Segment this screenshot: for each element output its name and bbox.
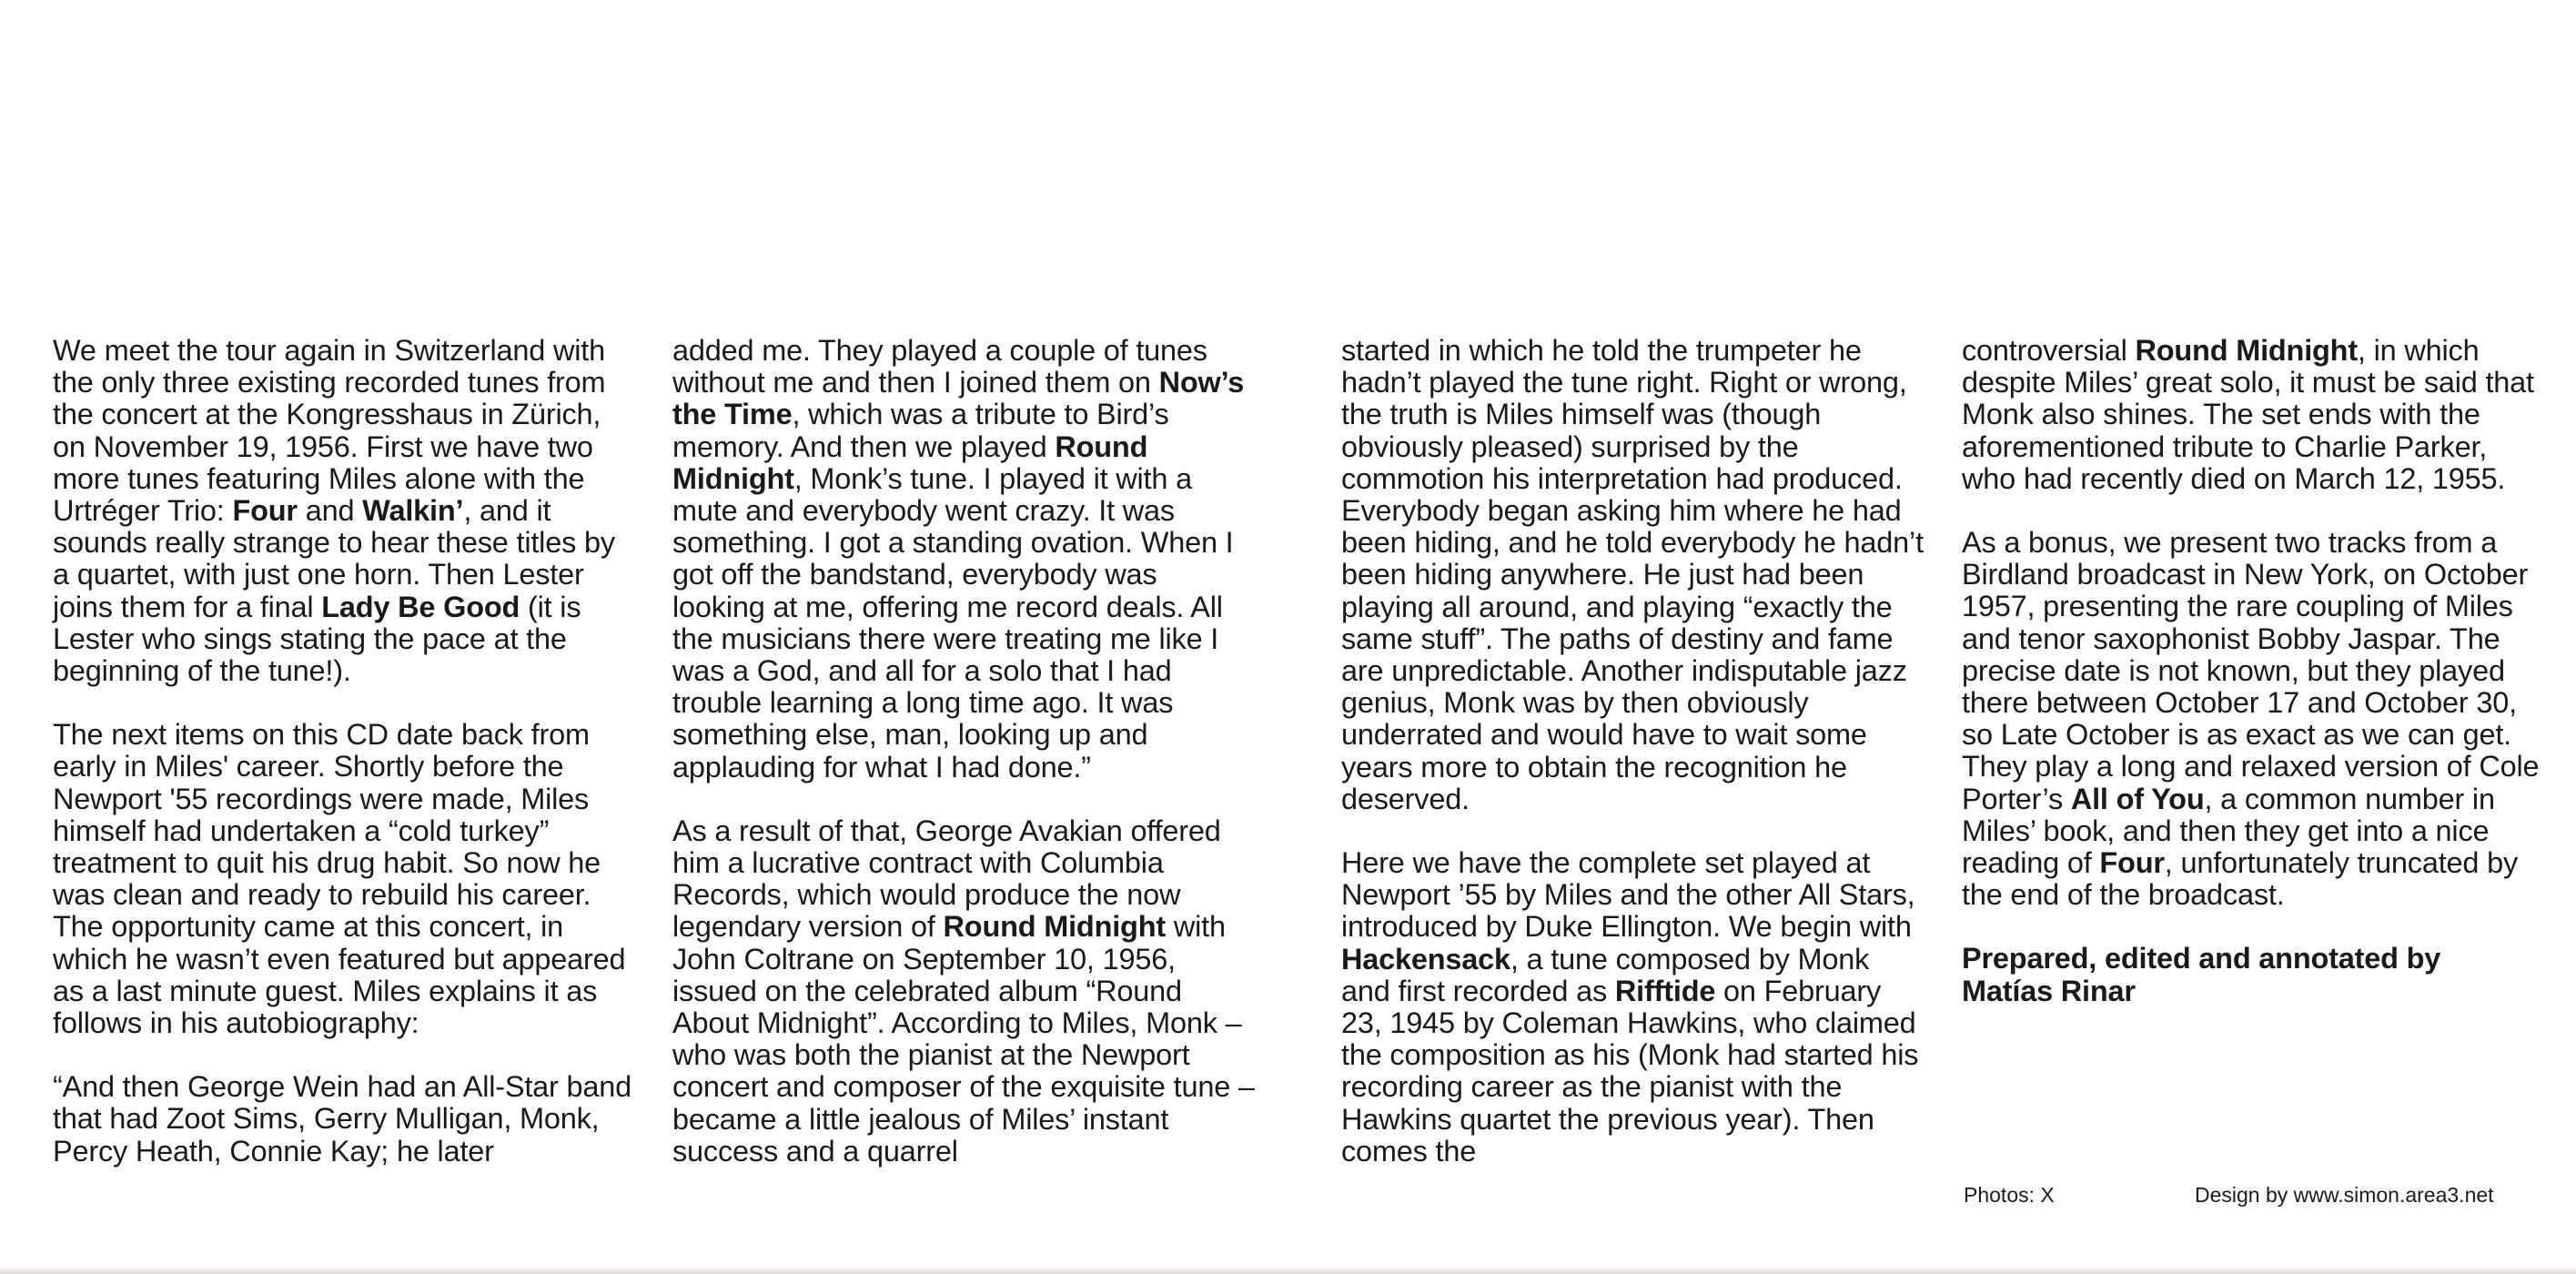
tune-title: Four <box>232 494 298 528</box>
credits <box>1962 943 2544 1006</box>
paragraph: controversial Round Midnight, in which despite Miles’ great solo, it must be said that Monk also shines. The set ends with the aforementioned tribute to Charlie Parker, who had recently died on March 12, 1955. <box>1962 334 2534 495</box>
tune-title: Now’s the Time <box>672 366 1245 431</box>
paragraph: started in which he told the trumpeter he hadn’t played the tune right. Right or wrong, the truth is Miles himself was (though obviously pleased) surprised by the commotion his interpretation had produced. Everybody began asking him where he had been hiding, and he told everybody he hadn’t been hiding anywhere. He just had been playing all around, and playing “exactly the same stuff”. The paths of destiny and fame are unpredictable. Another indisputable jazz genius, Monk was by then obviously underrated and would have to wait some years more to obtain the recognition he deserved. <box>1341 334 1924 815</box>
tune-title: Round Midnight <box>2135 334 2358 367</box>
paragraph: We meet the tour again in Switzerland with the only three existing recorded tunes from the concert at the Kongresshaus in Zürich, on November 19, 1956. First we have two more tunes featuring Miles alone with the Urtréger Trio: Four and Walkin’, and it sounds really strange to hear these titles by a quartet, with just one horn. Then Lester joins them for a final Lady Be Good (it is Lester who sings stating the pace at the beginning of the tune!). <box>53 334 615 688</box>
tune-title: Round Midnight <box>672 430 1148 495</box>
liner-notes-column-2 <box>672 335 1255 1199</box>
paragraph: As a bonus, we present two tracks from a Birdland broadcast in New York, on October 1957, presenting the rare coupling of Miles and tenor saxophonist Bobby Jaspar. The precise date is not known, but they played there between October 17 and October 30, so Late October is as exact as we can get. They play a long and relaxed version of Cole Porter’s All of You, a common number in Miles’ book, and then they get into a nice reading of Four, unfortunately truncated by the end of the broadcast. <box>1962 526 2540 912</box>
tune-title: Lady Be Good <box>321 590 520 623</box>
tune-title: Round Midnight <box>943 910 1166 944</box>
design-credit: Design by www.simon.area3.net <box>2195 1183 2494 1207</box>
credit-author: Matías Rinar <box>1962 974 2136 1007</box>
paragraph: The next items on this CD date back from early in Miles' career. Shortly before the Newport '55 recordings were made, Miles himself had undertaken a “cold turkey” treatment to quit his drug habit. So now he was clean and ready to rebuild his career. The opportunity came at this concert, in which he wasn’t even featured but appeared as a last minute guest. Miles explains it as follows in his autobiography: <box>53 718 626 1040</box>
tune-title: All of You <box>2070 782 2205 815</box>
paragraph: As a result of that, George Avakian offered him a lucrative contract with Columbia Records, which would produce the now legendary version of Round Midnight with John Coltrane on September 10, 1956, issued on the celebrated album “Round About Midnight”. According to Miles, Monk – who was both the pianist at the Newport concert and composer of the exquisite tune – became a little jealous of Miles’ instant success and a quarrel <box>672 814 1255 1168</box>
liner-notes-column-1 <box>53 335 635 1199</box>
tune-title: Rifftide <box>1614 974 1716 1007</box>
page-bottom-edge <box>0 1266 2576 1274</box>
paragraph: Here we have the complete set played at Newport ’55 by Miles and the other All Stars, introduced by Duke Ellington. We begin with Hackensack, a tune composed by Monk and first recorded as Rifftide on February 23, 1945 by Coleman Hawkins, who claimed the composition as his (Monk had started his recording career as the pianist with the Hawkins quartet the previous year). Then comes the <box>1341 846 1919 1168</box>
photos-credit: Photos: X <box>1964 1183 2055 1207</box>
paragraph: “And then George Wein had an All-Star band that had Zoot Sims, Gerry Mulligan, Monk, Percy Heath, Connie Kay; he later <box>53 1070 631 1168</box>
credit-line: Prepared, edited and annotated by <box>1962 942 2441 976</box>
paragraph: added me. They played a couple of tunes without me and then I joined them on Now’s the Time, which was a tribute to Bird’s memory. And then we played Round Midnight, Monk’s tune. I played it with a mute and everybody went crazy. It was something. I got a standing ovation. When I got off the bandstand, everybody was looking at me, offering me record deals. All the musicians there were treating me like I was a God, and all for a solo that I had trouble learning a long time ago. It was something else, man, looking up and applauding for what I had done.” <box>672 334 1245 784</box>
liner-notes-column-3 <box>1341 335 1924 1199</box>
tune-title: Walkin’ <box>362 494 464 528</box>
tune-title: Hackensack <box>1341 942 1510 976</box>
liner-notes-column-4 <box>1962 335 2544 1039</box>
tune-title: Four <box>2099 846 2165 880</box>
